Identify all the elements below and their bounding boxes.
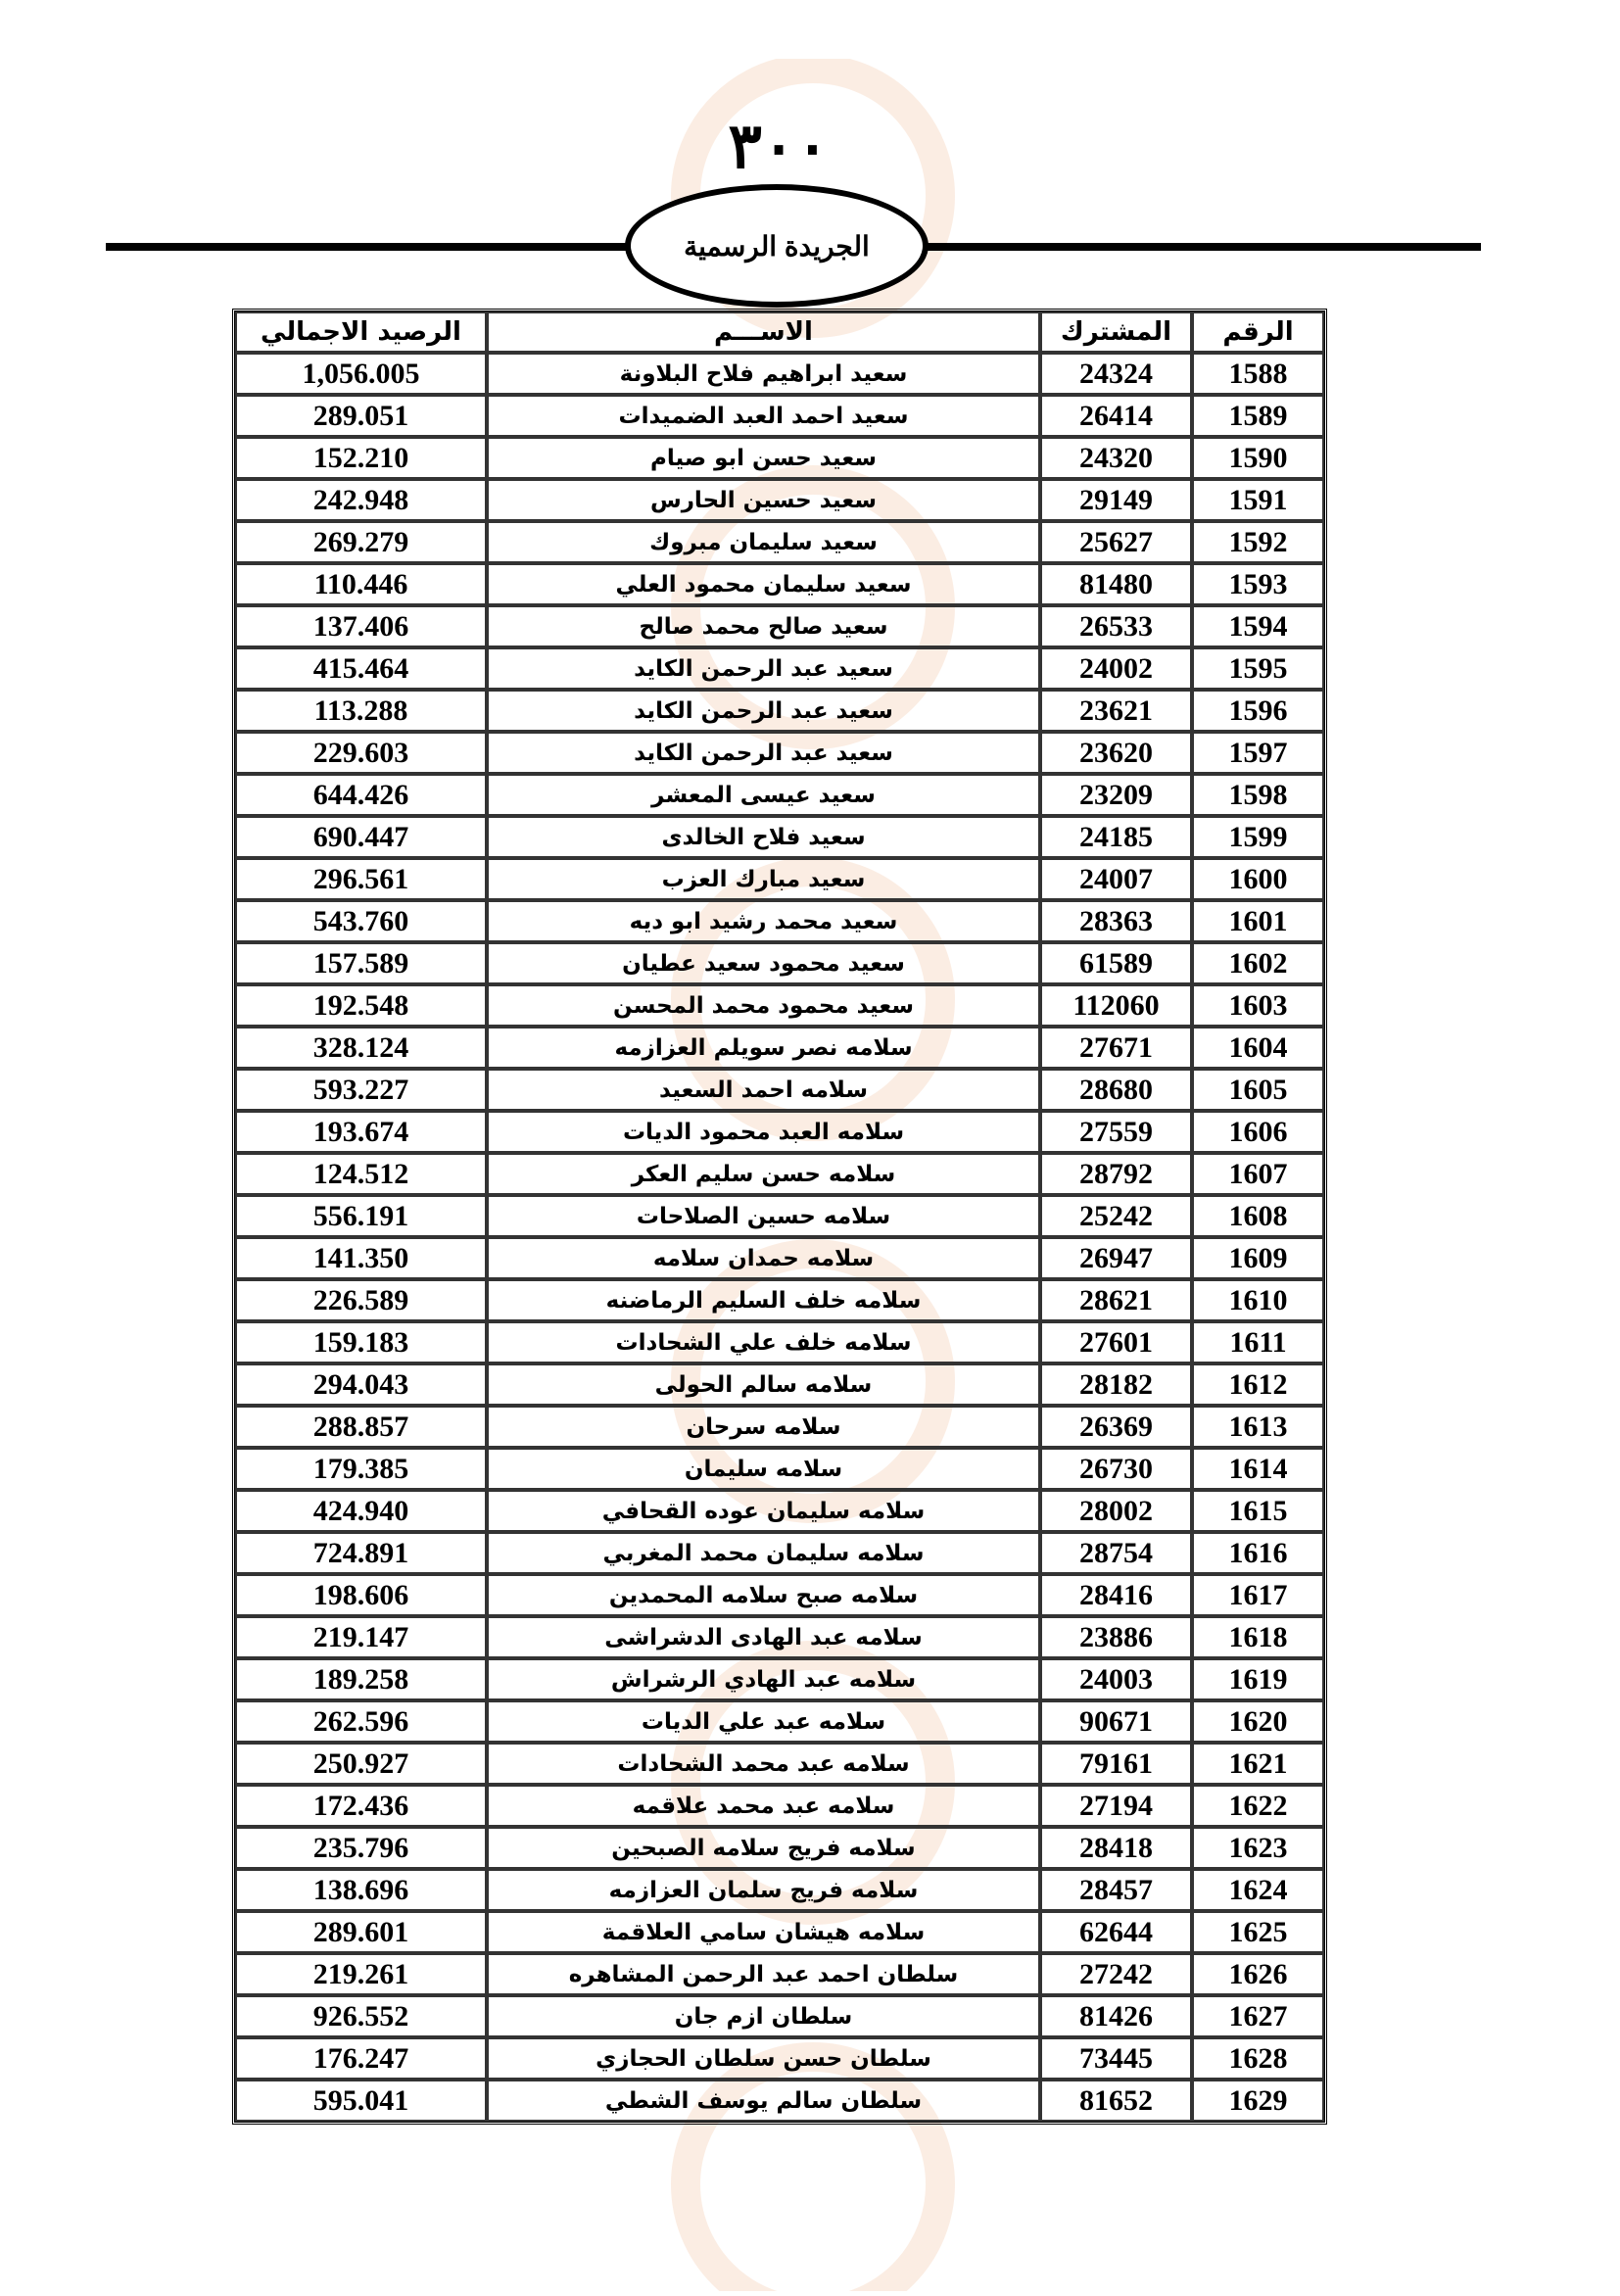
name: سلطان ازم جان	[487, 1995, 1040, 2037]
total-balance: 176.247	[235, 2037, 487, 2080]
name: سلامه عبد الهادى الدشراشى	[487, 1616, 1040, 1658]
row-number: 1626	[1192, 1953, 1324, 1995]
subscriber-id: 29149	[1040, 479, 1192, 521]
table-row	[235, 942, 1324, 984]
name: سلامه نصر سويلم العزازمه	[487, 1027, 1040, 1069]
row-number: 1621	[1192, 1743, 1324, 1785]
name: سلطان سالم يوسف الشطي	[487, 2080, 1040, 2122]
subscriber-id: 28363	[1040, 900, 1192, 942]
table-row	[235, 1785, 1324, 1827]
name: سلامه عبد محمد علاقمه	[487, 1785, 1040, 1827]
name: سلامه سرحان	[487, 1406, 1040, 1448]
subscriber-id: 26369	[1040, 1406, 1192, 1448]
table-row	[235, 984, 1324, 1027]
total-balance: 296.561	[235, 858, 487, 900]
name: سلامه عبد علي الديات	[487, 1700, 1040, 1743]
total-balance: 644.426	[235, 774, 487, 816]
total-balance: 289.051	[235, 395, 487, 437]
table-row	[235, 1827, 1324, 1869]
table-row	[235, 732, 1324, 774]
table-row	[235, 1069, 1324, 1111]
name: سلامه خلف علي الشحادات	[487, 1321, 1040, 1363]
subscriber-id: 28792	[1040, 1153, 1192, 1195]
row-number: 1593	[1192, 563, 1324, 605]
name: سلامه سليمان	[487, 1448, 1040, 1490]
name: سعيد عبد الرحمن الكايد	[487, 647, 1040, 690]
name: سلامه عبد الهادي الرشراش	[487, 1658, 1040, 1700]
total-balance: 724.891	[235, 1532, 487, 1574]
table-row	[235, 1153, 1324, 1195]
table-row	[235, 1743, 1324, 1785]
total-balance: 250.927	[235, 1743, 487, 1785]
total-balance: 113.288	[235, 690, 487, 732]
row-number: 1615	[1192, 1490, 1324, 1532]
row-number: 1592	[1192, 521, 1324, 563]
table-row	[235, 1363, 1324, 1406]
name: سلامه سليمان عوده القحافي	[487, 1490, 1040, 1532]
row-number: 1603	[1192, 984, 1324, 1027]
row-number: 1601	[1192, 900, 1324, 942]
page-number: ٣٠٠	[728, 110, 830, 183]
row-number: 1611	[1192, 1321, 1324, 1363]
subscriber-id: 79161	[1040, 1743, 1192, 1785]
subscriber-id: 62644	[1040, 1911, 1192, 1953]
row-number: 1629	[1192, 2080, 1324, 2122]
table-row	[235, 605, 1324, 647]
total-balance: 193.674	[235, 1111, 487, 1153]
table-row	[235, 563, 1324, 605]
name: سلامه فريج سلامه الصبحين	[487, 1827, 1040, 1869]
table-row	[235, 2080, 1324, 2122]
publication-title-oval	[625, 184, 929, 308]
table-row	[235, 1700, 1324, 1743]
name: سلطان حسن سلطان الحجازي	[487, 2037, 1040, 2080]
subscriber-id: 24320	[1040, 437, 1192, 479]
subscriber-id: 26947	[1040, 1237, 1192, 1279]
name: سعيد محمود سعيد عطيان	[487, 942, 1040, 984]
name: سعيد فلاح الخالدى	[487, 816, 1040, 858]
subscriber-id: 24003	[1040, 1658, 1192, 1700]
total-balance: 141.350	[235, 1237, 487, 1279]
total-balance: 226.589	[235, 1279, 487, 1321]
row-number: 1608	[1192, 1195, 1324, 1237]
name: سعيد ابراهيم فلاح البلاونة	[487, 353, 1040, 395]
subscriber-id: 25627	[1040, 521, 1192, 563]
subscriber-id: 81426	[1040, 1995, 1192, 2037]
subscriber-id: 81480	[1040, 563, 1192, 605]
total-balance: 690.447	[235, 816, 487, 858]
name: سلامه خلف السليم الرماضنه	[487, 1279, 1040, 1321]
subscriber-id: 112060	[1040, 984, 1192, 1027]
row-number: 1604	[1192, 1027, 1324, 1069]
table-row	[235, 353, 1324, 395]
table-row	[235, 395, 1324, 437]
total-balance: 124.512	[235, 1153, 487, 1195]
name: سلامه سليمان محمد المغربي	[487, 1532, 1040, 1574]
subscriber-id: 25242	[1040, 1195, 1192, 1237]
total-balance: 110.446	[235, 563, 487, 605]
name: سلامه عبد محمد الشحادات	[487, 1743, 1040, 1785]
row-number: 1613	[1192, 1406, 1324, 1448]
table-row	[235, 1237, 1324, 1279]
total-balance: 242.948	[235, 479, 487, 521]
row-number: 1594	[1192, 605, 1324, 647]
name: سعيد سليمان مبروك	[487, 521, 1040, 563]
name: سلامه فريج سلمان العزازمه	[487, 1869, 1040, 1911]
table-row	[235, 1490, 1324, 1532]
table-row	[235, 1953, 1324, 1995]
name: سلامه حسن سليم العكر	[487, 1153, 1040, 1195]
name: سلامه سالم الحولى	[487, 1363, 1040, 1406]
total-balance: 424.940	[235, 1490, 487, 1532]
subscriber-id: 28182	[1040, 1363, 1192, 1406]
row-number: 1610	[1192, 1279, 1324, 1321]
total-balance: 137.406	[235, 605, 487, 647]
table-row	[235, 1111, 1324, 1153]
row-number: 1596	[1192, 690, 1324, 732]
total-balance: 288.857	[235, 1406, 487, 1448]
total-balance: 152.210	[235, 437, 487, 479]
table-row	[235, 858, 1324, 900]
name: سعيد عبد الرحمن الكايد	[487, 732, 1040, 774]
row-number: 1628	[1192, 2037, 1324, 2080]
row-number: 1599	[1192, 816, 1324, 858]
row-number: 1624	[1192, 1869, 1324, 1911]
total-balance: 229.603	[235, 732, 487, 774]
row-number: 1597	[1192, 732, 1324, 774]
total-balance: 189.258	[235, 1658, 487, 1700]
name: سعيد محمد رشيد ابو ديه	[487, 900, 1040, 942]
subscriber-id: 28680	[1040, 1069, 1192, 1111]
total-balance: 328.124	[235, 1027, 487, 1069]
header-subscriber: المشترك	[1040, 311, 1192, 353]
row-number: 1617	[1192, 1574, 1324, 1616]
subscriber-id: 26414	[1040, 395, 1192, 437]
total-balance: 198.606	[235, 1574, 487, 1616]
publication-title: الجريدة الرسمية	[684, 230, 870, 262]
name: سعيد حسن ابو صيام	[487, 437, 1040, 479]
row-number: 1607	[1192, 1153, 1324, 1195]
table-row	[235, 1448, 1324, 1490]
row-number: 1612	[1192, 1363, 1324, 1406]
subscriber-id: 23886	[1040, 1616, 1192, 1658]
table-header-row	[235, 311, 1324, 353]
subscriber-id: 28418	[1040, 1827, 1192, 1869]
name: سعيد عيسى المعشر	[487, 774, 1040, 816]
subscriber-id: 28754	[1040, 1532, 1192, 1574]
total-balance: 269.279	[235, 521, 487, 563]
name: سلامه حسين الصلاحات	[487, 1195, 1040, 1237]
row-number: 1627	[1192, 1995, 1324, 2037]
table-row	[235, 1406, 1324, 1448]
row-number: 1590	[1192, 437, 1324, 479]
name: سعيد صالح محمد صالح	[487, 605, 1040, 647]
subscriber-id: 24002	[1040, 647, 1192, 690]
subscribers-table	[232, 309, 1327, 2125]
total-balance: 543.760	[235, 900, 487, 942]
row-number: 1606	[1192, 1111, 1324, 1153]
total-balance: 235.796	[235, 1827, 487, 1869]
row-number: 1620	[1192, 1700, 1324, 1743]
subscriber-id: 24324	[1040, 353, 1192, 395]
table-row	[235, 2037, 1324, 2080]
name: سلطان احمد عبد الرحمن المشاهره	[487, 1953, 1040, 1995]
name: سلامه صبح سلامه المحمدين	[487, 1574, 1040, 1616]
subscriber-id: 24185	[1040, 816, 1192, 858]
total-balance: 595.041	[235, 2080, 487, 2122]
name: سعيد عبد الرحمن الكايد	[487, 690, 1040, 732]
total-balance: 926.552	[235, 1995, 487, 2037]
table-row	[235, 1321, 1324, 1363]
name: سعيد حسين الحارس	[487, 479, 1040, 521]
subscriber-id: 23621	[1040, 690, 1192, 732]
table-row	[235, 1911, 1324, 1953]
total-balance: 289.601	[235, 1911, 487, 1953]
subscriber-id: 61589	[1040, 942, 1192, 984]
table-row	[235, 1027, 1324, 1069]
subscriber-id: 28002	[1040, 1490, 1192, 1532]
total-balance: 159.183	[235, 1321, 487, 1363]
table-row	[235, 1616, 1324, 1658]
table-row	[235, 521, 1324, 563]
subscriber-id: 27559	[1040, 1111, 1192, 1153]
name: سعيد احمد العبد الضميدات	[487, 395, 1040, 437]
table-row	[235, 1532, 1324, 1574]
table-row	[235, 1279, 1324, 1321]
subscriber-id: 26730	[1040, 1448, 1192, 1490]
subscriber-id: 27194	[1040, 1785, 1192, 1827]
total-balance: 262.596	[235, 1700, 487, 1743]
name: سلامه العبد محمود الديات	[487, 1111, 1040, 1153]
total-balance: 294.043	[235, 1363, 487, 1406]
table-row	[235, 479, 1324, 521]
subscriber-id: 23620	[1040, 732, 1192, 774]
name: سعيد سليمان محمود العلي	[487, 563, 1040, 605]
subscriber-id: 27671	[1040, 1027, 1192, 1069]
header-name: الاســـم	[487, 311, 1040, 353]
row-number: 1605	[1192, 1069, 1324, 1111]
name: سعيد مبارك العزب	[487, 858, 1040, 900]
row-number: 1591	[1192, 479, 1324, 521]
subscriber-id: 81652	[1040, 2080, 1192, 2122]
name: سلامه حمدان سلامه	[487, 1237, 1040, 1279]
row-number: 1602	[1192, 942, 1324, 984]
table-row	[235, 690, 1324, 732]
table-row	[235, 1658, 1324, 1700]
total-balance: 172.436	[235, 1785, 487, 1827]
table-row	[235, 1995, 1324, 2037]
subscriber-id: 27601	[1040, 1321, 1192, 1363]
name: سلامه احمد السعيد	[487, 1069, 1040, 1111]
total-balance: 192.548	[235, 984, 487, 1027]
header-total-balance: الرصيد الاجمالي	[235, 311, 487, 353]
row-number: 1600	[1192, 858, 1324, 900]
total-balance: 219.147	[235, 1616, 487, 1658]
total-balance: 179.385	[235, 1448, 487, 1490]
total-balance: 556.191	[235, 1195, 487, 1237]
subscriber-id: 26533	[1040, 605, 1192, 647]
row-number: 1616	[1192, 1532, 1324, 1574]
subscriber-id: 24007	[1040, 858, 1192, 900]
header-number: الرقم	[1192, 311, 1324, 353]
row-number: 1609	[1192, 1237, 1324, 1279]
total-balance: 219.261	[235, 1953, 487, 1995]
table-row	[235, 900, 1324, 942]
row-number: 1623	[1192, 1827, 1324, 1869]
subscriber-id: 23209	[1040, 774, 1192, 816]
table-row	[235, 1195, 1324, 1237]
table-row	[235, 1869, 1324, 1911]
row-number: 1619	[1192, 1658, 1324, 1700]
row-number: 1625	[1192, 1911, 1324, 1953]
table-row	[235, 437, 1324, 479]
row-number: 1595	[1192, 647, 1324, 690]
subscriber-id: 90671	[1040, 1700, 1192, 1743]
name: سلامه هيشان سامي العلاقمة	[487, 1911, 1040, 1953]
row-number: 1622	[1192, 1785, 1324, 1827]
row-number: 1598	[1192, 774, 1324, 816]
total-balance: 593.227	[235, 1069, 487, 1111]
name: سعيد محمود محمد المحسن	[487, 984, 1040, 1027]
row-number: 1614	[1192, 1448, 1324, 1490]
table-row	[235, 647, 1324, 690]
table-row	[235, 774, 1324, 816]
row-number: 1589	[1192, 395, 1324, 437]
subscriber-id: 27242	[1040, 1953, 1192, 1995]
row-number: 1588	[1192, 353, 1324, 395]
row-number: 1618	[1192, 1616, 1324, 1658]
subscriber-id: 28457	[1040, 1869, 1192, 1911]
total-balance: 138.696	[235, 1869, 487, 1911]
subscriber-id: 28621	[1040, 1279, 1192, 1321]
subscriber-id: 28416	[1040, 1574, 1192, 1616]
subscriber-id: 73445	[1040, 2037, 1192, 2080]
table-row	[235, 1574, 1324, 1616]
total-balance: 415.464	[235, 647, 487, 690]
total-balance: 1,056.005	[235, 353, 487, 395]
table-row	[235, 816, 1324, 858]
total-balance: 157.589	[235, 942, 487, 984]
